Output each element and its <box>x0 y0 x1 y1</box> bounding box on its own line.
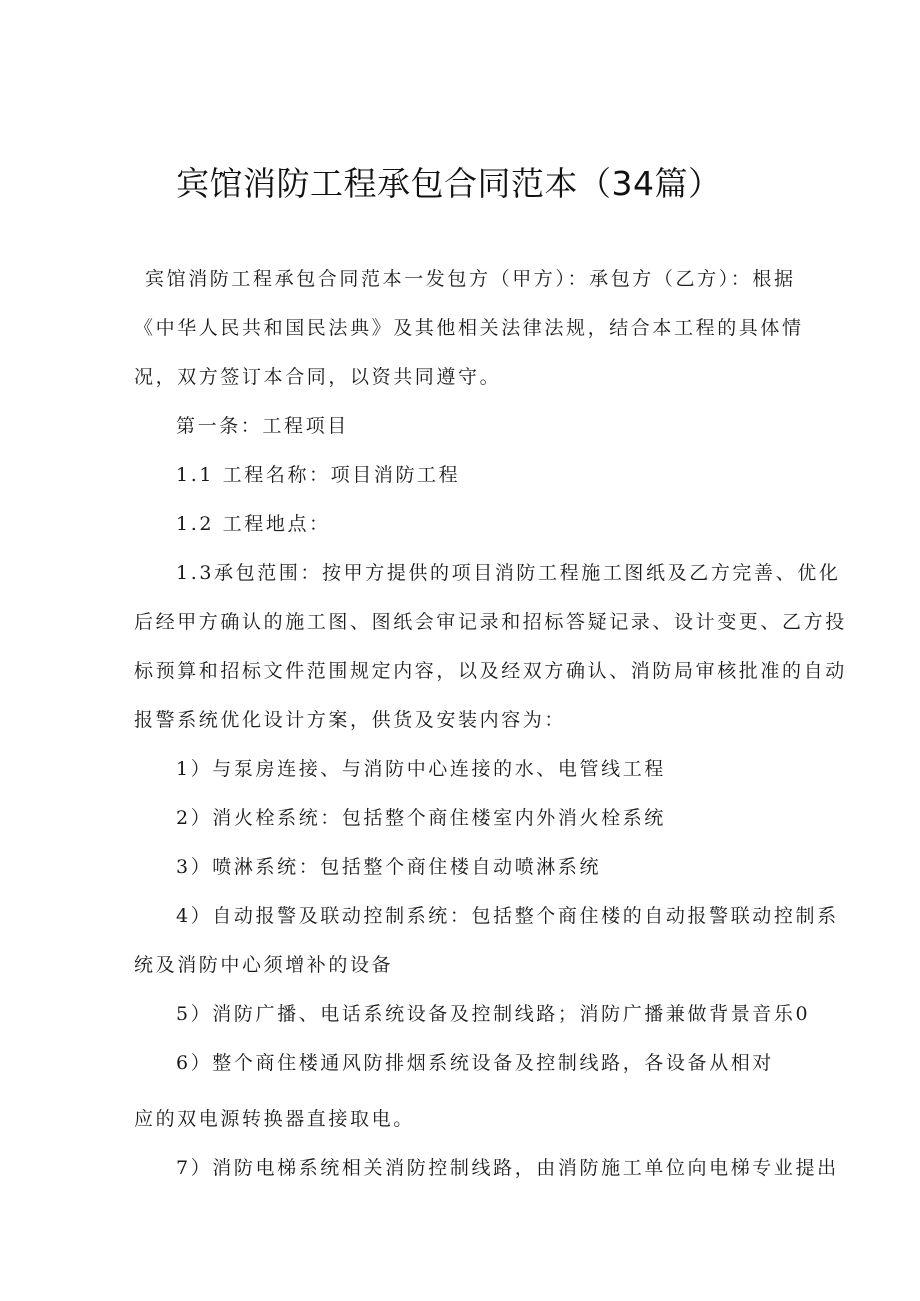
paragraph-line: 《中华人民共和国民法典》及其他相关法律法规，结合本工程的具体情 <box>134 317 804 339</box>
paragraph-line: 标预算和招标文件范围规定内容，以及经双方确认、消防局审核批准的自动 <box>134 660 847 682</box>
paragraph-line: 后经甲方确认的施工图、图纸会审记录和招标答疑记录、设计变更、乙方投 <box>134 611 847 633</box>
list-item: 2）消火栓系统：包括整个商住楼室内外消火栓系统 <box>176 807 666 829</box>
paragraph-line: 宾馆消防工程承包合同范本一发包方（甲方）：承包方（乙方）：根据 <box>145 268 796 290</box>
document-title: 宾馆消防工程承包合同范本（34篇） <box>176 164 722 203</box>
paragraph-line: 1.2 工程地点： <box>176 513 331 535</box>
list-item: 4）自动报警及联动控制系统：包括整个商住楼的自动报警联动控制系 <box>176 905 839 927</box>
paragraph-line: 1.1 工程名称：项目消防工程 <box>176 464 461 486</box>
list-item-continuation: 应的双电源转换器直接取电。 <box>134 1108 415 1130</box>
list-item-continuation: 统及消防中心须增补的设备 <box>134 954 394 976</box>
article-heading: 第一条：工程项目 <box>176 415 349 437</box>
list-item: 1）与泵房连接、与消防中心连接的水、电管线工程 <box>176 758 666 780</box>
paragraph-line: 况，双方签订本合同，以资共同遵守。 <box>134 366 502 388</box>
list-item: 6）整个商住楼通风防排烟系统设备及控制线路，各设备从相对 <box>176 1052 774 1074</box>
paragraph-line: 1.3承包范围：按甲方提供的项目消防工程施工图纸及乙方完善、优化 <box>176 562 841 584</box>
list-item: 7）消防电梯系统相关消防控制线路，由消防施工单位向电梯专业提出 <box>176 1157 839 1179</box>
list-item: 3）喷淋系统：包括整个商住楼自动喷淋系统 <box>176 856 602 878</box>
list-item: 5）消防广播、电话系统设备及控制线路；消防广播兼做背景音乐0 <box>176 1003 811 1025</box>
paragraph-line: 报警系统优化设计方案，供货及安装内容为： <box>134 709 567 731</box>
